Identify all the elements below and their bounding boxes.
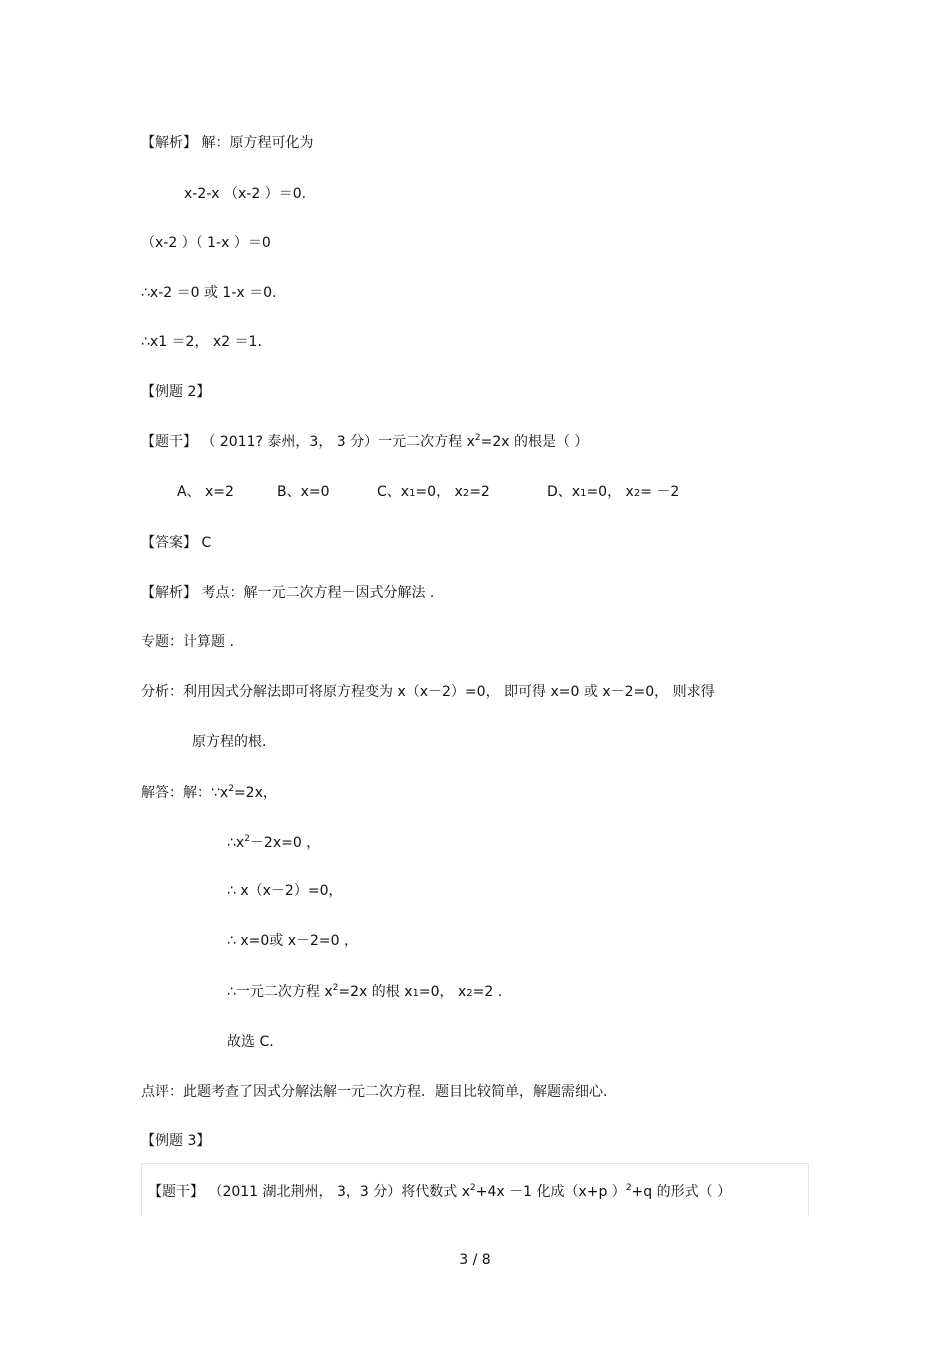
stem-text: +4x －1 化成（x+p ）: [475, 1184, 626, 1200]
option-b: B、x=0: [277, 484, 330, 500]
exponent: 2: [469, 1183, 476, 1193]
solution-step-5: 故选 C.: [227, 1034, 274, 1050]
option-d: [547, 482, 679, 502]
subscript: 1: [580, 488, 587, 499]
subscript: 2: [462, 488, 470, 499]
equation-line: （x-2 ）（ 1-x ）＝0: [141, 235, 271, 251]
option-a: A、 x=2: [177, 484, 234, 500]
subscript: 2: [633, 488, 641, 499]
option-c: [377, 482, 490, 502]
stem-text: +q 的形式（ ）: [631, 1184, 732, 1200]
option-text: C、x: [377, 484, 410, 500]
question-3-stem: [148, 1182, 731, 1202]
solution-step-4: [227, 982, 502, 1002]
answer-line: 【答案】 C: [141, 535, 212, 551]
page-number: 3 / 8: [459, 1252, 491, 1268]
stem-text: 【题干】 （2011 湖北荆州， 3，3 分）将代数式 x: [148, 1184, 470, 1200]
topic-line: 专题：计算题 .: [141, 634, 234, 650]
equation-line: ∴x1 ＝2， x2 ＝1.: [141, 334, 262, 350]
option-text: D、x: [547, 484, 581, 500]
step-text: =2x 的根 x: [338, 984, 413, 1000]
exponent: 2: [332, 983, 339, 993]
exponent: 2: [244, 834, 250, 844]
option-text: = －2: [640, 484, 680, 500]
option-text: =2: [469, 484, 490, 500]
subscript: 2: [466, 988, 473, 999]
solution-heading: [141, 783, 277, 803]
fenxi-line-1: 分析：利用因式分解法即可将原方程变为 x（x－2）=0， 即可得 x=0 或 x－2=0， 则求得: [141, 684, 715, 700]
option-text: =0， x: [586, 484, 634, 500]
example-3-heading: 【例题 3】: [141, 1133, 211, 1149]
equation-line: ∴x-2 ＝0 或 1-x ＝0.: [141, 285, 277, 301]
step-text: =0， x: [418, 984, 467, 1000]
step-text: ∴一元二次方程 x: [227, 984, 333, 1000]
solution-text: 解答：解：∵x: [141, 785, 229, 801]
step-text: =2 .: [472, 984, 503, 1000]
equation-line: x-2-x （x-2 ）＝0.: [184, 186, 307, 202]
solution-step-1: [227, 833, 320, 853]
step-text: －2x=0 ，: [249, 835, 321, 851]
stem-text: 【题干】 （ 2011? 泰州，3， 3 分）一元二次方程 x: [141, 434, 475, 450]
subscript: 1: [409, 488, 416, 499]
solution-text: =2x，: [233, 785, 277, 801]
review-line: 点评：此题考查了因式分解法解一元二次方程．题目比较简单，解题需细心.: [141, 1084, 608, 1100]
analysis-heading-1: 【解析】 解：原方程可化为: [141, 135, 314, 151]
exponent: 2: [474, 433, 481, 443]
fenxi-line-2: 原方程的根.: [192, 734, 267, 750]
option-text: =0， x: [415, 484, 463, 500]
step-text: ∴x: [227, 835, 245, 851]
exponent: 2: [228, 784, 234, 794]
stem-text: =2x 的根是（ ）: [480, 434, 589, 450]
solution-step-2: ∴ x（x－2）=0，: [227, 883, 343, 899]
analysis-heading-2: 【解析】 考点：解一元二次方程－因式分解法 .: [141, 585, 435, 601]
question-2-stem: [141, 432, 588, 452]
example-2-heading: 【例题 2】: [141, 384, 211, 400]
subscript: 1: [412, 988, 419, 999]
solution-step-3: ∴ x=0或 x－2=0 ，: [227, 933, 359, 949]
exponent: 2: [625, 1183, 632, 1193]
